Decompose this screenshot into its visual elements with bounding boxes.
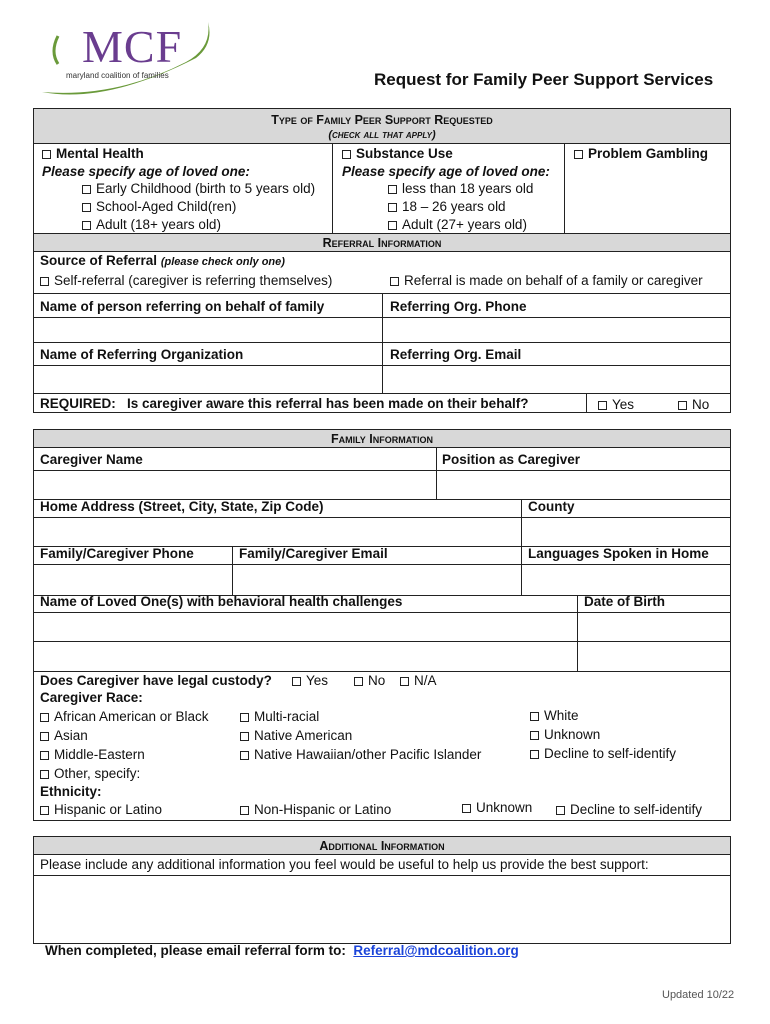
phone-label: Family/Caregiver Phone [40,546,194,561]
race-african-american-checkbox[interactable] [40,713,49,722]
form-title: Request for Family Peer Support Services [374,70,714,89]
ethnicity-non-hispanic-label: Non-Hispanic or Latino [254,802,392,817]
phone-field[interactable] [34,565,231,594]
race-decline-option[interactable] [530,746,676,761]
su-adult-checkbox[interactable] [388,221,397,230]
race-pacific-islander-checkbox[interactable] [240,751,249,760]
aware-no-option[interactable] [678,397,709,412]
su-adult-option[interactable] [388,217,527,232]
su-under-18-option[interactable] [388,181,533,196]
race-other-label: Other, specify: [54,766,141,781]
loved-one-name-field-2[interactable] [34,642,576,670]
person-referring-label: Name of person referring on behalf of family [40,299,325,314]
mental-health-label: Mental Health [56,146,144,161]
referral-section [33,233,731,413]
su-18-26-option[interactable] [388,199,506,214]
su-adult-label: Adult (27+ years old) [402,217,527,232]
behalf-referral-option[interactable] [390,273,703,288]
race-white-checkbox[interactable] [530,712,539,721]
race-unknown-checkbox[interactable] [530,731,539,740]
required-label: REQUIRED: [40,396,116,411]
mh-school-aged-label: School-Aged Child(ren) [96,199,237,214]
address-field[interactable] [34,518,520,545]
problem-gambling-option[interactable] [574,146,708,161]
custody-no-label: No [368,673,386,688]
substance-use-age-prompt: Please specify age of loved one: [342,164,550,179]
aware-no-checkbox[interactable] [678,401,687,410]
mh-adult-checkbox[interactable] [82,221,91,230]
mh-early-childhood-checkbox[interactable] [82,185,91,194]
race-multi-racial-option[interactable] [240,709,319,724]
su-18-26-label: 18 – 26 years old [402,199,506,214]
org-phone-label: Referring Org. Phone [390,299,527,314]
ethnicity-decline-checkbox[interactable] [556,806,565,815]
loved-one-name-field[interactable] [34,613,576,640]
org-email-label: Referring Org. Email [390,347,522,362]
ethnicity-hispanic-label: Hispanic or Latino [54,802,163,817]
org-email-field[interactable] [383,366,730,392]
family-section [33,429,731,821]
race-white-option[interactable] [530,708,579,723]
ethnicity-decline-label: Decline to self-identify [570,802,703,817]
aware-yes-checkbox[interactable] [598,401,607,410]
race-asian-label: Asian [54,728,88,743]
race-native-american-label: Native American [254,728,353,743]
custody-na-checkbox[interactable] [400,677,409,686]
ethnicity-hispanic-checkbox[interactable] [40,806,49,815]
race-pacific-islander-option[interactable] [240,747,481,762]
logo-letters: MCF [82,21,183,72]
race-white-label: White [544,708,579,723]
self-referral-option[interactable] [40,273,332,288]
caregiver-name-label: Caregiver Name [40,452,143,467]
race-asian-option[interactable] [40,728,88,743]
type-subheading: (check all that apply) [328,129,436,141]
mh-adult-label: Adult (18+ years old) [96,217,221,232]
race-native-american-option[interactable] [240,728,352,743]
substance-use-label: Substance Use [356,146,453,161]
email-field[interactable] [233,565,520,594]
custody-na-option[interactable] [400,673,437,688]
race-unknown-label: Unknown [544,727,601,742]
mental-health-option[interactable] [42,146,144,161]
substance-use-checkbox[interactable] [342,150,351,159]
email-label: Family/Caregiver Email [239,546,388,561]
additional-prompt: Please include any additional information you feel would be useful to help us provide the best support: [40,857,649,872]
self-referral-checkbox[interactable] [40,277,49,286]
race-other-option[interactable] [40,766,140,781]
custody-yes-checkbox[interactable] [292,677,301,686]
custody-na-label: N/A [414,673,437,688]
type-section [33,108,731,234]
additional-heading: Additional Information [319,839,445,853]
org-name-field[interactable] [34,366,381,392]
additional-info-field[interactable] [34,876,730,943]
race-african-american-option[interactable] [40,709,209,724]
org-phone-field[interactable] [383,318,730,342]
referral-heading: Referral Information [322,236,442,250]
footer-instruction-line [45,943,519,958]
caregiver-aware-question [40,396,528,411]
mh-school-aged-option[interactable] [82,199,236,214]
custody-no-option[interactable] [354,673,385,688]
position-field[interactable] [437,471,730,498]
family-heading: Family Information [330,432,434,446]
race-middle-eastern-checkbox[interactable] [40,751,49,760]
su-18-26-checkbox[interactable] [388,203,397,212]
race-pacific-islander-label: Native Hawaiian/other Pacific Islander [254,747,482,762]
problem-gambling-label: Problem Gambling [588,146,709,161]
mental-health-checkbox[interactable] [42,150,51,159]
position-label: Position as Caregiver [442,452,581,467]
type-heading: Type of Family Peer Support Requested [271,113,493,127]
loved-one-dob-field-2[interactable] [578,642,730,670]
additional-section [33,836,731,944]
race-unknown-option[interactable] [530,727,600,742]
custody-yes-option[interactable] [292,673,328,688]
custody-yes-label: Yes [306,673,329,688]
logo-tagline: maryland coalition of families [66,71,169,80]
aware-question-text: Is caregiver aware this referral has been made on their behalf? [127,396,529,411]
race-decline-checkbox[interactable] [530,750,539,759]
race-middle-eastern-label: Middle-Eastern [54,747,145,762]
ethnicity-non-hispanic-option[interactable] [240,802,391,817]
mh-school-aged-checkbox[interactable] [82,203,91,212]
su-under-18-label: less than 18 years old [402,181,534,196]
loved-one-dob-field[interactable] [578,613,730,640]
loved-ones-label: Name of Loved One(s) with behavioral health challenges [40,594,403,609]
dob-label: Date of Birth [584,594,665,609]
languages-field[interactable] [522,565,730,594]
race-african-american-label: African American or Black [54,709,209,724]
aware-yes-label: Yes [612,397,635,412]
su-under-18-checkbox[interactable] [388,185,397,194]
ethnicity-decline-option[interactable] [556,802,702,817]
mh-early-childhood-label: Early Childhood (birth to 5 years old) [96,181,316,196]
org-name-label: Name of Referring Organization [40,347,244,362]
mh-early-childhood-option[interactable] [82,181,315,196]
race-multi-racial-label: Multi-racial [254,709,320,724]
custody-question: Does Caregiver have legal custody? [40,673,272,688]
race-native-american-checkbox[interactable] [240,732,249,741]
race-middle-eastern-option[interactable] [40,747,145,762]
ethnicity-hispanic-option[interactable] [40,802,162,817]
race-label: Caregiver Race: [40,690,143,705]
ethnicity-unknown-label: Unknown [476,800,533,815]
caregiver-name-field[interactable] [34,471,435,498]
address-label: Home Address (Street, City, State, Zip Code) [40,499,324,514]
person-referring-field[interactable] [34,318,381,342]
race-multi-racial-checkbox[interactable] [240,713,249,722]
updated-date: Updated 10/22 [662,989,735,1001]
mh-adult-option[interactable] [82,217,221,232]
aware-no-label: No [692,397,710,412]
referral-email-link[interactable]: Referral@mdcoalition.org [353,943,519,958]
custody-no-checkbox[interactable] [354,677,363,686]
ethnicity-unknown-option[interactable] [462,800,532,815]
source-note: (please check only one) [160,256,285,268]
languages-label: Languages Spoken in Home [528,546,709,561]
ethnicity-non-hispanic-checkbox[interactable] [240,806,249,815]
problem-gambling-checkbox[interactable] [574,150,583,159]
self-referral-label: Self-referral (caregiver is referring themselves) [54,273,333,288]
substance-use-option[interactable] [342,146,453,161]
footer-instruction: When completed, please email referral form to: [45,943,346,958]
behalf-referral-label: Referral is made on behalf of a family or caregiver [404,273,703,288]
aware-yes-option[interactable] [598,397,634,412]
behalf-referral-checkbox[interactable] [390,277,399,286]
source-of-referral [40,253,285,268]
source-label: Source of Referral [40,253,158,268]
ethnicity-label: Ethnicity: [40,784,102,799]
county-field[interactable] [522,518,730,545]
race-asian-checkbox[interactable] [40,732,49,741]
race-decline-label: Decline to self-identify [544,746,677,761]
county-label: County [528,499,575,514]
race-other-checkbox[interactable] [40,770,49,779]
ethnicity-unknown-checkbox[interactable] [462,804,471,813]
mcf-logo [36,18,216,100]
mental-health-age-prompt: Please specify age of loved one: [42,164,250,179]
